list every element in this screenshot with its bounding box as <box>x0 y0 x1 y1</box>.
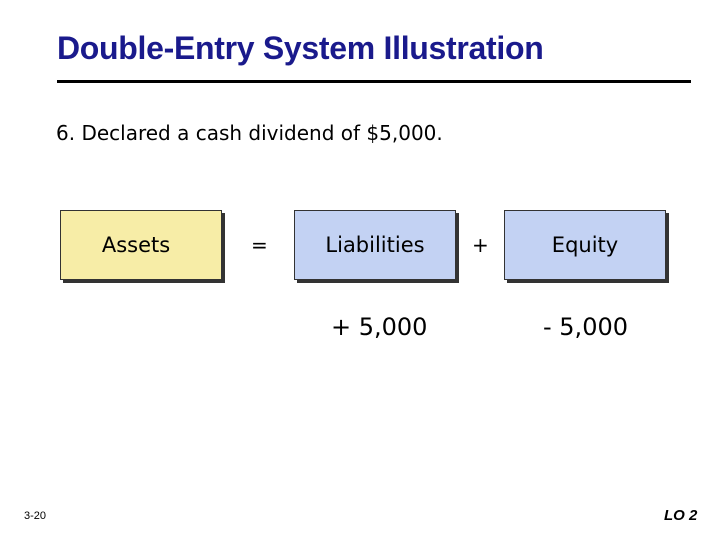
equity-box <box>504 210 666 280</box>
plus-sign: + <box>472 233 489 257</box>
assets-box <box>60 210 222 280</box>
learning-objective: LO 2 <box>664 507 698 524</box>
slide-number: 3-20 <box>24 510 47 522</box>
transaction-description: 6. Declared a cash dividend of $5,000. <box>56 121 443 145</box>
equity-change: - 5,000 <box>543 313 628 341</box>
equals-sign: = <box>251 233 268 257</box>
equity-label: Equity <box>551 233 619 257</box>
title-divider <box>57 80 691 83</box>
assets-label: Assets <box>101 233 171 257</box>
liabilities-change: + 5,000 <box>331 313 428 341</box>
liabilities-box <box>294 210 456 280</box>
liabilities-label: Liabilities <box>325 233 425 257</box>
slide-title: Double-Entry System Illustration <box>57 30 544 66</box>
